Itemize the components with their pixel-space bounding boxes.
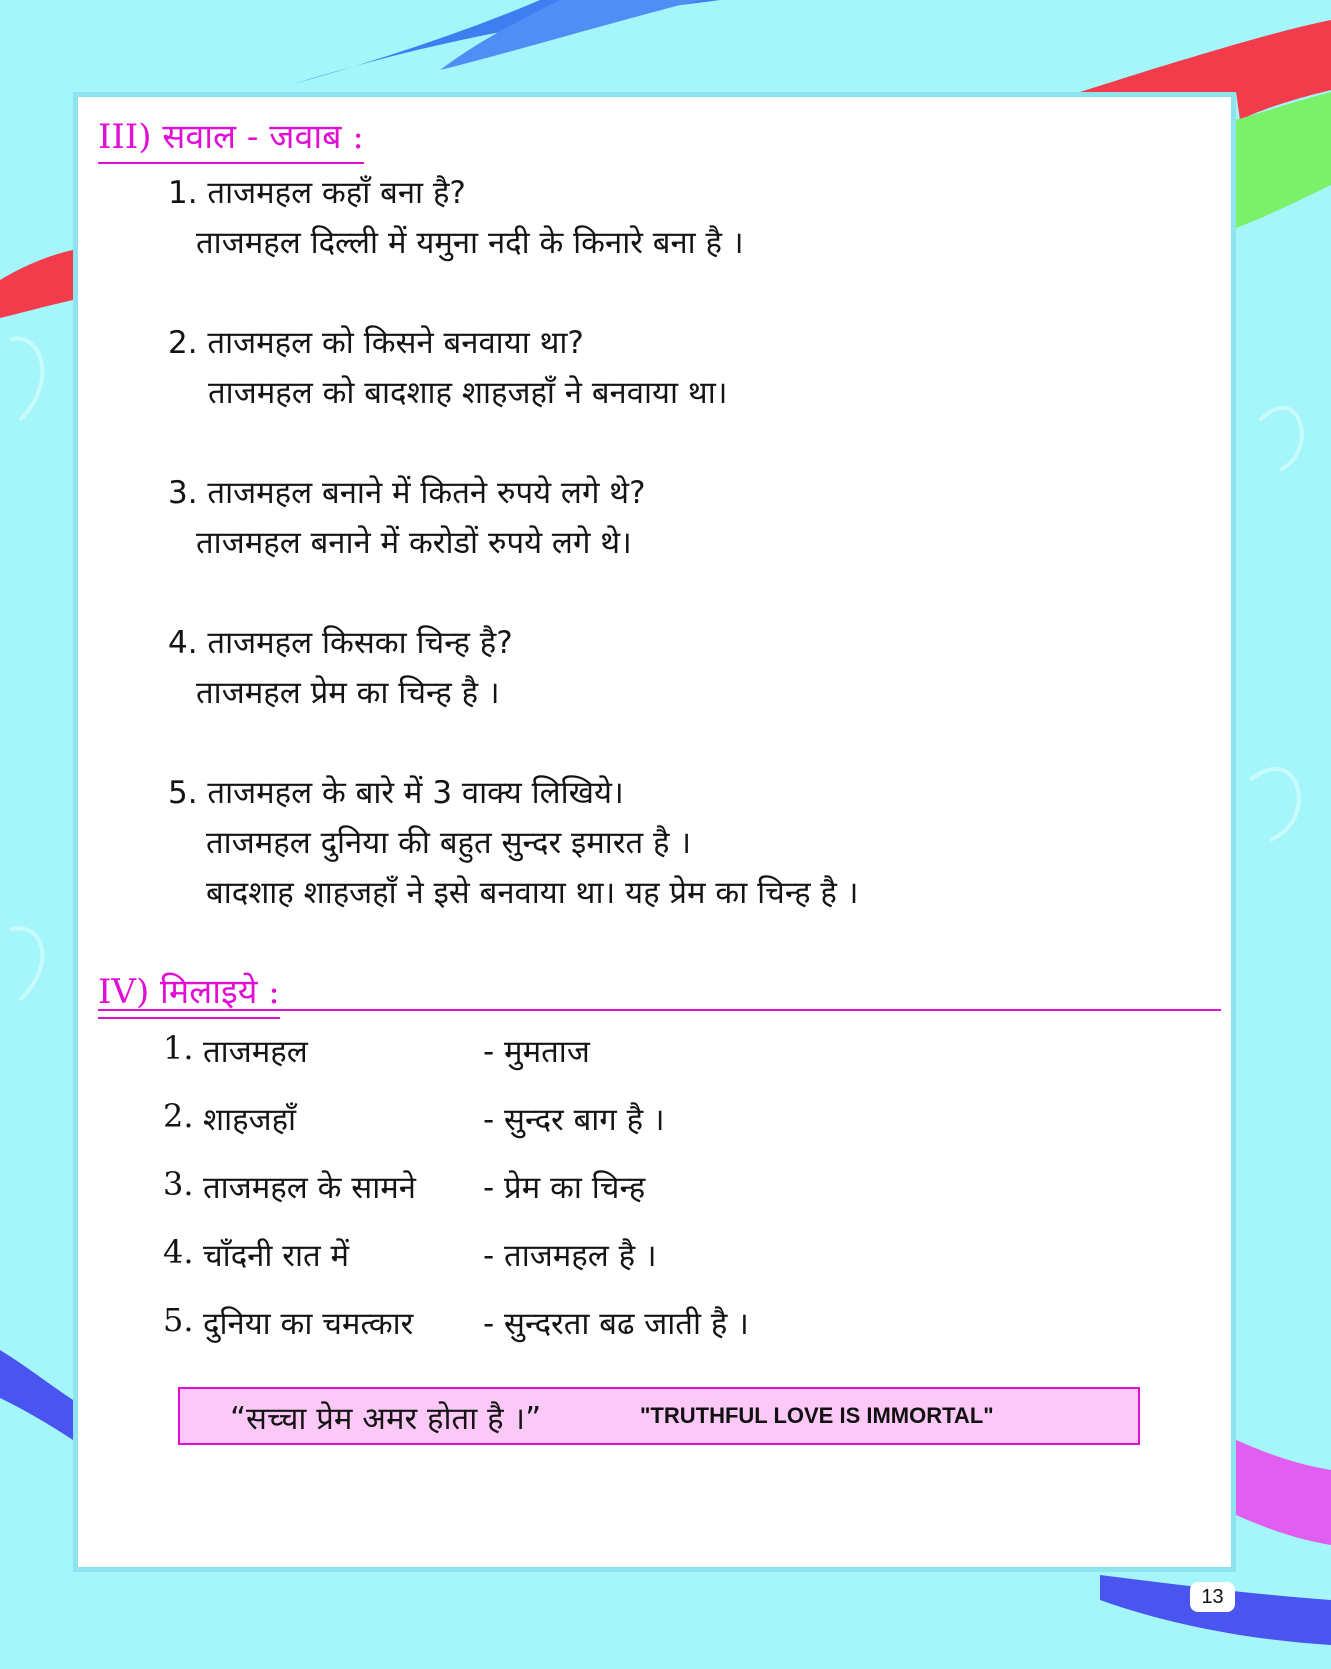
match-right-item: - मुमताज <box>483 1034 590 1070</box>
match-right-item: - प्रेम का चिन्ह <box>483 1170 646 1206</box>
answer-5-line-1: ताजमहल दुनिया की बहुत सुन्दर इमारत है । <box>206 825 692 861</box>
answer-1: ताजमहल दिल्ली में यमुना नदी के किनारे बना है । <box>196 225 744 261</box>
match-left-item: दुनिया का चमत्कार <box>203 1306 414 1342</box>
question-2: 2. ताजमहल को किसने बनवाया था? <box>168 325 584 361</box>
quote-english: "TRUTHFUL LOVE IS IMMORTAL" <box>640 1403 994 1428</box>
match-right-item: - ताजमहल है । <box>483 1238 657 1274</box>
answer-3: ताजमहल बनाने में करोडों रुपये लगे थे। <box>196 525 632 561</box>
match-left-item: शाहजहाँ <box>203 1102 297 1138</box>
match-number: 2. <box>163 1097 194 1135</box>
match-number: 5. <box>163 1301 194 1339</box>
answer-2: ताजमहल को बादशाह शाहजहाँ ने बनवाया था। <box>208 375 728 411</box>
section-heading-match: IV) मिलाइये : <box>98 972 280 1019</box>
question-1: 1. ताजमहल कहाँ बना है? <box>168 175 466 211</box>
match-left-item: ताजमहल के सामने <box>203 1170 416 1206</box>
match-left-item: ताजमहल <box>203 1034 308 1070</box>
match-number: 3. <box>163 1165 194 1203</box>
question-4: 4. ताजमहल किसका चिन्ह है? <box>168 625 513 661</box>
answer-5-line-2: बादशाह शाहजहाँ ने इसे बनवाया था। यह प्रेम का चिन्ह है । <box>206 875 859 911</box>
match-number: 1. <box>163 1029 194 1067</box>
quote-hindi: “सच्चा प्रेम अमर होता है ।” <box>230 1401 542 1437</box>
match-left-item: चाँदनी रात में <box>203 1238 350 1274</box>
quote-box <box>178 1387 1140 1445</box>
match-right-item: - सुन्दरता बढ जाती है । <box>483 1306 749 1342</box>
answer-4: ताजमहल प्रेम का चिन्ह है । <box>196 675 500 711</box>
match-right-item: - सुन्दर बाग है । <box>483 1102 665 1138</box>
question-5: 5. ताजमहल के बारे में 3 वाक्य लिखिये। <box>168 775 624 811</box>
page-number: 13 <box>1190 1582 1235 1612</box>
match-number: 4. <box>163 1233 194 1271</box>
question-3: 3. ताजमहल बनाने में कितने रुपये लगे थे? <box>168 475 646 511</box>
content-card <box>73 92 1236 1572</box>
section-heading-qa: III) सवाल - जवाब : <box>98 117 364 164</box>
